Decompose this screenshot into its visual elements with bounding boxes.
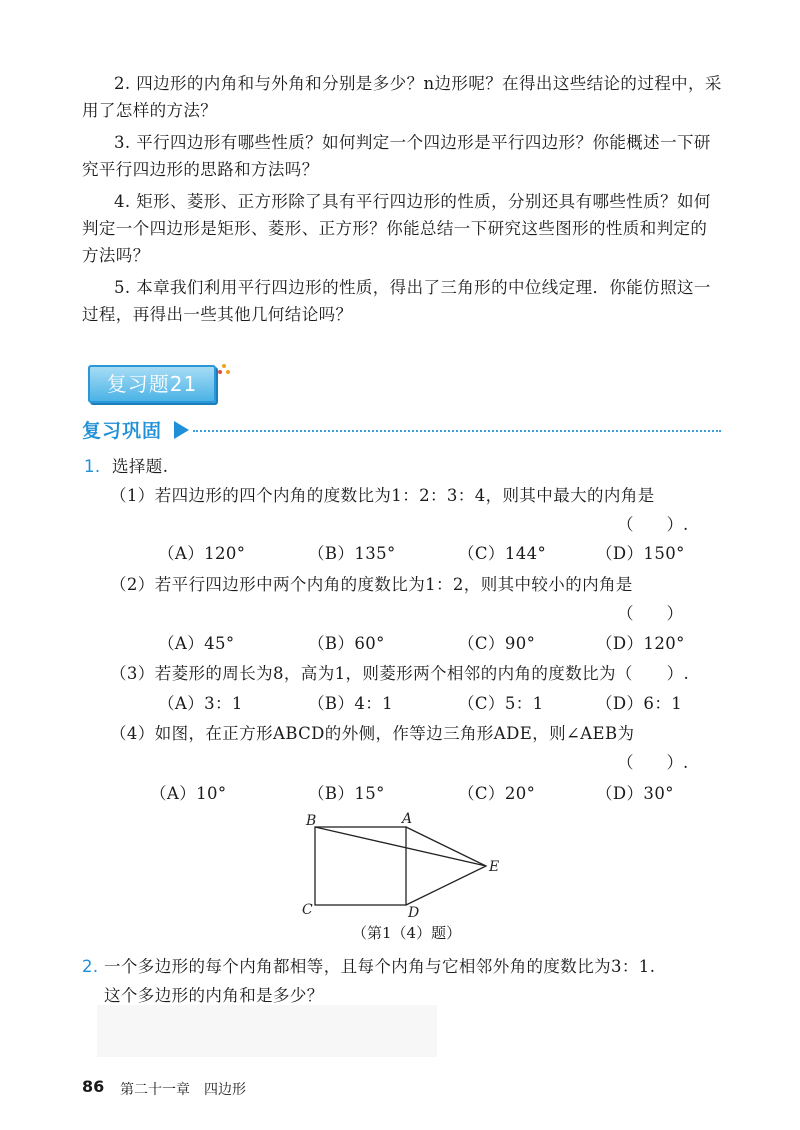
part-2-option-b: （B）60° (308, 634, 385, 653)
label-b: B (306, 813, 317, 829)
exercise-1-part-3-stem: （3）若菱形的周长为8，高为1，则菱形两个相邻的内角的度数比为（ ）. (110, 664, 690, 683)
section-divider (193, 430, 721, 432)
exercise-1-part-4-blank: （ ）. (617, 753, 689, 772)
section-arrow-icon (174, 421, 189, 439)
exercise-1-part-1-stem: （1）若四边形的四个内角的度数比为1：2：3：4，则其中最大的内角是 (110, 486, 655, 505)
exercise-2-line-1: 一个多边形的每个内角都相等，且每个内角与它相邻外角的度数比为3：1. (104, 957, 656, 976)
exercise-2-number: 2. (82, 957, 99, 976)
label-e: E (489, 859, 500, 875)
exercise-1-title: 选择题. (112, 457, 169, 476)
exercise-1-part-2-blank: （ ） (617, 604, 683, 623)
review-question-3: 3. 平行四边形有哪些性质？如何判定一个四边形是平行四边形？你能概述一下研究平行四边形的思路和方法吗？ (82, 133, 711, 179)
exercise-1-part-2-stem: （2）若平行四边形中两个内角的度数比为1：2，则其中较小的内角是 (110, 575, 633, 594)
triangle-ade (406, 827, 486, 905)
review-question-2: 2. 四边形的内角和与外角和分别是多少？n边形呢？在得出这些结论的过程中，采用了怎样的方法？ (82, 74, 722, 120)
part-4-option-a: （A）10° (150, 784, 227, 803)
square-abcd (315, 827, 406, 905)
part-1-option-d: （D）150° (596, 544, 685, 563)
part-3-option-a: （A）3：1 (158, 694, 243, 713)
exercise-1-number: 1. (84, 457, 101, 476)
figure-caption: （第1（4）题） (352, 924, 462, 942)
answer-area (97, 1005, 437, 1057)
label-d: D (408, 905, 420, 920)
part-3-option-c: （C）5：1 (458, 694, 544, 713)
review-question-4: 4. 矩形、菱形、正方形除了具有平行四边形的性质，分别还具有哪些性质？如何判定一个四边形是矩形、菱形、正方形？你能总结一下研究这些图形的性质和判定的方法吗？ (82, 192, 711, 265)
part-2-option-a: （A）45° (158, 634, 235, 653)
label-a: A (402, 811, 413, 827)
review-exercise-badge: 复习题21 (88, 365, 216, 403)
part-3-option-d: （D）6：1 (596, 694, 683, 713)
part-1-option-c: （C）144° (458, 544, 547, 563)
part-3-option-b: （B）4：1 (308, 694, 394, 713)
part-4-option-c: （C）20° (458, 784, 536, 803)
part-4-option-b: （B）15° (308, 784, 385, 803)
part-2-option-d: （D）120° (596, 634, 685, 653)
review-questions (82, 70, 722, 328)
label-c: C (302, 902, 313, 918)
part-4-option-d: （D）30° (596, 784, 674, 803)
square-triangle-figure (290, 808, 520, 920)
exercise-2-line-2: 这个多边形的内角和是多少？ (104, 986, 324, 1005)
part-1-option-b: （B）135° (308, 544, 396, 563)
exercise-1-part-4-stem: （4）如图，在正方形ABCD的外侧，作等边三角形ADE，则∠AEB为 (110, 724, 635, 743)
decorative-dots-icon (218, 364, 232, 378)
exercise-1-part-1-blank: （ ）. (617, 515, 689, 534)
section-title: 复习巩固 (82, 420, 163, 442)
page-number: 86 (82, 1077, 105, 1096)
segment-be (315, 827, 486, 866)
part-2-option-c: （C）90° (458, 634, 536, 653)
review-question-5: 5. 本章我们利用平行四边形的性质，得出了三角形的中位线定理．你能仿照这一过程，再得出一些其他几何结论吗？ (82, 278, 711, 324)
part-1-option-a: （A）120° (158, 544, 246, 563)
chapter-title: 第二十一章 四边形 (120, 1082, 246, 1098)
